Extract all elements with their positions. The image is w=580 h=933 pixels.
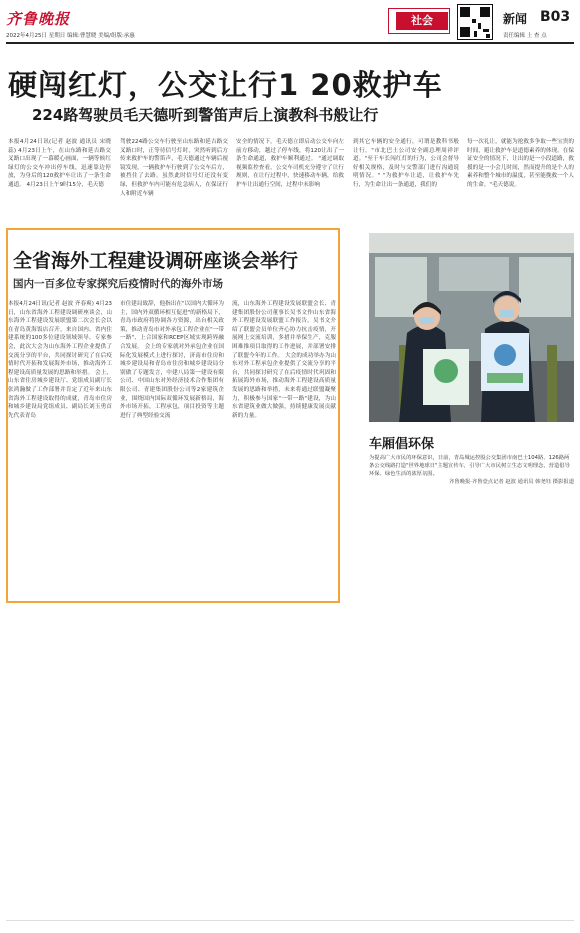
header-right-meta: 责任编辑 上 查 点	[503, 33, 547, 39]
lead-column-1: 本报4月24日讯(记者 赵波 通讯员 宋晓蕊) 4月23日上午，在山东路和延吉路交叉路口出现了一幕暖心画面，一辆等候红绿灯的公交车冲出停车线，迅速靠边停放，为身后的120救护车让出了一条生命通道。 4月23日上午9时15分，毛天德	[8, 139, 111, 188]
photo-caption-title: 车厢倡环保	[369, 437, 435, 452]
qr-code-icon	[457, 4, 493, 40]
bottom-rule	[6, 920, 574, 921]
lead-column-2: 驾驶224路公交车行驶至山东路和延吉路交叉路口时，正等待信号灯时，突然听到后方传来救护车的警笛声，毛天德通过车辆后视镜发现，一辆救护车行驶到了公交车后方，被挡住了去路。虽然此时信号灯还没有变绿，但救护车内可能有危急病人，在保证行人和附近车辆	[120, 139, 228, 197]
photo-caption-text: 为提高广大市民的环保意识，日前，青岛城运控股公交集团市南巴士104路、126路两条公交线路打造"世界地球日"主题宣传车，引导广大市民树立生态文明理念，营造倡导环保、绿色生活的浓厚氛围。	[369, 455, 570, 477]
photo-credit: 齐鲁晚报·齐鲁壹点记者 赵波 通讯员 韩尧钰 摄影报道	[449, 479, 574, 485]
bus-photo	[369, 233, 574, 422]
page-number: B03	[540, 9, 571, 25]
lead-column-3: 安全的情况下，毛天德立即启动公交车向左前方移动，越过了停车线，将120让出了一条生命通道，救护车顺利通过。 "通过调取视频监控查看，公交车司机充分遵守了让行规则，在让行过程中，快速移动车辆，给救护车让出通行空间，过程中未影响	[236, 139, 344, 188]
lead-headline: 硬闯红灯，公交让行1 20救护车	[8, 68, 443, 102]
feature-column-3: 流，山东海外工程建设发展联盟会长、青建集团股份公司董事长吴书文作山东省海外工程建设发展联盟工作报告。吴书文介绍了联盟会员单位齐心协力抗击疫情，开展网上交流培训，多措并举保生产，克服困难推项目取得的工作进展，并部署安排了联盟今年的工作。 大会的成功举办为山东对外工程承包企业提供了交流分享的平台，共同探讨研究了在后疫情时代巩固和拓展海外市场，推动海外工程建设高质量发展的思路和举措，未来将通过联盟凝聚力，积极参与国家"一带一路"建设，为山东省建筑业做大做强，持续健康发展贡献新的力量。	[232, 301, 336, 419]
bus-photo-illustration	[369, 233, 574, 422]
lead-subheadline: 224路驾驶员毛天德听到警笛声后上演教科书般让行	[32, 106, 379, 124]
news-label: 新闻	[503, 12, 528, 26]
header-rule	[6, 42, 574, 44]
lead-column-5: 每一次礼让，就能为抢救多争取一些宝贵的时间，避让救护车是道德素养的体现。在保证安全的情况下，让出的是一小段道路，救援的是一小会儿时间，然而提升的是个人的素养和整个城市的温度，甚至能挽救一个人的生命。"毛天德说。	[467, 139, 574, 188]
masthead-logo: 齐鲁晚报	[6, 10, 71, 28]
section-tag: 社会	[396, 12, 448, 30]
feature-subheadline: 国内一百多位专家探究后疫情时代的海外市场	[13, 278, 223, 290]
feature-column-2: 市住建局致辞，他指出在"以国内大循环为主，国内外双循环相互促进"的新格局下，青岛市政府将协调各方资源，出台相关政策，推动青岛市对外承包工程企业在"一带一路"、上合国家和RCEP区域实现跨界融合发展。 会上的专家就对外承包企业在国际化发展模式上进行探讨，济南市住房和城乡建设局和青岛市住房和城乡建设局分别做了专题发言，中建八局第一建设有限公司、中国山东对外经济技术合作集团有限公司、青建集团股份公司等2家建筑企业，围绕国内国际双循环发展新格局，海外市场开拓，工程承包，项目投资等主题进行了典型经验交流	[120, 301, 224, 419]
lead-column-4: 到其它车辆的安全通行，可谓是教科书般让行。"市北巴士公司安全副总理周祥评道。"至于车长闯红灯的行为，公司会督导好相关规格，及时与交警部门进行沟通说明情况。" "为救护车让道，让救护车先行，为生命让出一条通道，我们的	[353, 139, 459, 188]
feature-headline: 全省海外工程建设调研座谈会举行	[13, 250, 299, 272]
photo-caption	[369, 454, 574, 486]
feature-column-1: 本报4月24日讯(记者 赵波 齐春爽) 4月23日，山东省海外工程建设调研座谈会，山东海外工程建设发展联盟第二次会长会以在青岛黄海饭店召开，来自国内、省内住建系统的100多位建设领域领导、专家参会，此次大会为山东海外工程企业提供了交流分享的平台，共同探讨研究了在后疫情时代开拓和发展海外市场，推动海外工程建设高质量发展的思路和举措。 会上，山东省住房城乡建设厅、党组成员副厅长张鸿瀚做了工作部署并肯定了近年来山东省海外工程建设取得的成就，青岛市住房和城乡建设局党组成员、副局长刘玉勇首先代表青岛	[8, 301, 112, 419]
date-line: 2022年4月25日 星期日 编辑:曹慧晓 美编/组版:承惠	[6, 33, 135, 39]
